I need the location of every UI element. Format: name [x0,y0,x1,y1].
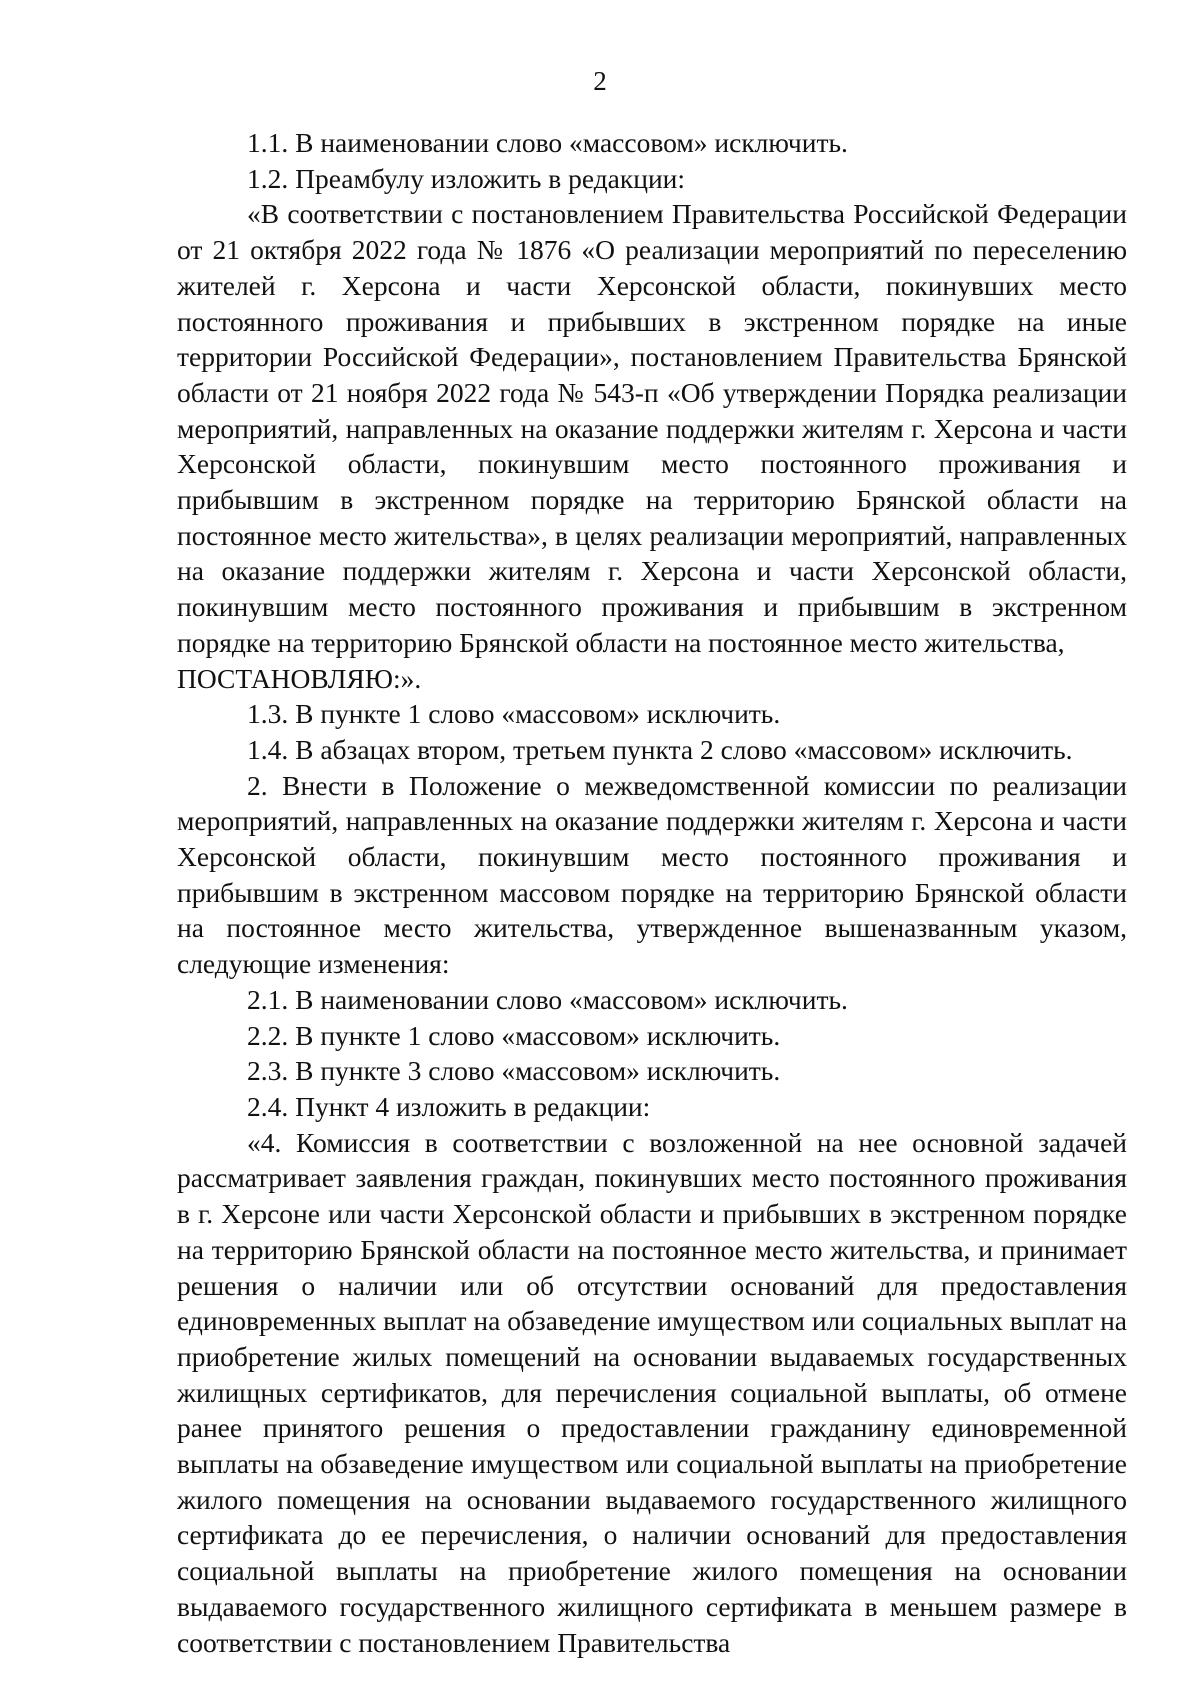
paragraph-2: 2. Внести в Положение о межведомственной комиссии по реализации мероприятий, направленных на оказание поддержки жителям г. Херсона и части Херсонской области, покинувшим место постоянного проживания и прибывшим в экстренном массовом порядке на территорию Брянской области на постоянное место жительства, утвержденное вышеназванным указом, следующие изменения: [177,769,1127,980]
paragraph-2-4: 2.4. Пункт 4 изложить в редакции: [247,1090,651,1122]
paragraph-1-2: 1.2. Преамбулу изложить в редакции: [247,162,686,194]
paragraph-2-2: 2.2. В пункте 1 слово «массовом» исключить. [247,1019,781,1051]
paragraph-1-3: 1.3. В пункте 1 слово «массовом» исключить. [247,698,781,730]
paragraph-point-4: «4. Комиссия в соответствии с возложенной на нее основной задачей рассматривает заявления граждан, покинувших место постоянного проживания в г. Херсоне или части Херсонской области и прибывших в экстренном порядке на территорию Брянской области на постоянное место жительства, и принимает решения о наличии или об отсутствии оснований для предоставления единовременных выплат на обзаведение имуществом или социальных выплат на приобретение жилых помещений на основании выдаваемых государственных жилищных сертификатов, для перечисления социальной выплаты, об отмене ранее принятого решения о предоставлении гражданину единовременной выплаты на обзаведение имуществом или социальной выплаты на приобретение жилого помещения на основании выдаваемого государственного жилищного сертификата до ее перечисления, о наличии оснований для предоставления социальной выплаты на приобретение жилого помещения на основании выдаваемого государственного жилищного сертификата в меньшем размере в соответствии с постановлением Правительства [177,1126,1127,1658]
page-number: 2 [593,66,607,96]
paragraph-2-3: 2.3. В пункте 3 слово «массовом» исключить. [247,1055,781,1087]
paragraph-1-1: 1.1. В наименовании слово «массовом» исключить. [247,127,848,158]
paragraph-postanovlyayu: ПОСТАНОВЛЯЮ:». [177,662,422,694]
paragraph-1-4: 1.4. В абзацах втором, третьем пункта 2 слово «массовом» исключить. [247,733,1073,765]
paragraph-2-1: 2.1. В наименовании слово «массовом» исключить. [247,983,848,1015]
document-body [177,125,1127,1660]
paragraph-preamble: «В соответствии с постановлением Правительства Российской Федерации от 21 октября 2022 года № 1876 «О реализации мероприятий по переселению жителей г. Херсона и части Херсонской области, покинувших место постоянного проживания и прибывших в экстренном порядке на иные территории Российской Федерации», постановлением Правительства Брянской области от 21 ноября 2022 года № 543-п «Об утверждении Порядка реализации мероприятий, направленных на оказание поддержки жителям г. Херсона и части Херсонской области, покинувшим место постоянного проживания и прибывшим в экстренном порядке на территорию Брянской области на постоянное место жительства», в целях реализации мероприятий, направленных на оказание поддержки жителям г. Херсона и части Херсонской области, покинувшим место постоянного проживания и прибывшим в экстренном порядке на территорию Брянской области на постоянное место жительства, [177,198,1127,658]
